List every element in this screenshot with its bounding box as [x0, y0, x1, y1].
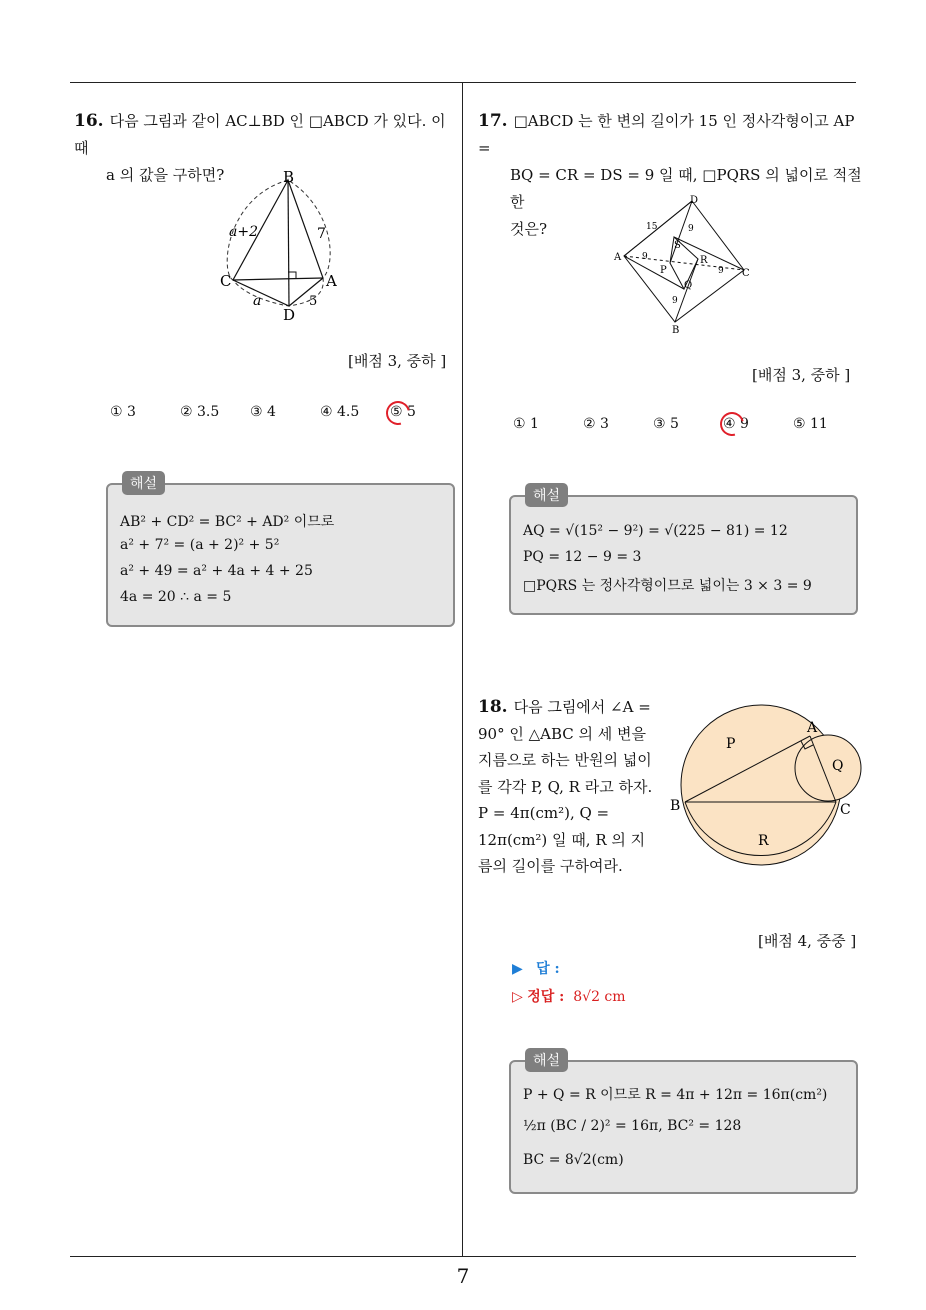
solution-line-2: ½π (BC / 2)² = 16π, BC² = 128: [523, 1118, 742, 1134]
question-number: 16.: [74, 111, 104, 131]
correct-answer-row: [512, 986, 626, 1006]
q18-meta: [배점 4, 중중 ]: [758, 932, 857, 950]
q16-meta: [배점 3, 중하 ]: [348, 352, 447, 370]
solution-line-4: 4a = 20 ∴ a = 5: [120, 589, 232, 605]
selected-answer-mark: [382, 397, 415, 430]
solution-line-1: P + Q = R 이므로 R = 4π + 12π = 16π(cm²): [523, 1087, 828, 1103]
q18-figure: [668, 696, 868, 881]
label-9-d: 9: [672, 296, 678, 306]
q16-figure: [215, 168, 355, 328]
solution-tag: 해설: [525, 483, 568, 507]
solution-line-2: PQ = 12 − 9 = 3: [523, 549, 642, 565]
label-D: D: [283, 306, 296, 324]
label-5: 5: [309, 294, 318, 309]
play-icon: ▶: [512, 961, 523, 977]
label-C: C: [742, 268, 750, 279]
solution-tag: 해설: [525, 1048, 568, 1072]
label-P: P: [660, 265, 667, 276]
label-a: a: [253, 293, 262, 309]
label-A: A: [614, 252, 622, 263]
question-number: 18.: [478, 697, 508, 717]
choice-3[interactable]: ③ 5: [653, 416, 679, 432]
play-outline-icon: ▷: [512, 989, 523, 1005]
label-B: B: [672, 325, 680, 335]
question-text-line2: a 의 값을 구하면?: [106, 166, 225, 184]
choice-5[interactable]: ⑤ 5: [390, 404, 416, 420]
label-R: R: [758, 833, 769, 849]
label-P: P: [726, 736, 736, 752]
question-text: 다음 그림에서 ∠A = 90° 인 △ABC 의 세 변을 지름으로 하는 반원의 넓이를 각각 P, Q, R 라고 하자. P = 4π(cm²), Q = 12π(cm²) 일 때, R 의 지름의 길이를 구하여라.: [478, 698, 653, 875]
question-text-line1: 다음 그림과 같이 AC⊥BD 인 □ABCD 가 있다. 이때: [74, 112, 446, 157]
label-R: R: [700, 255, 708, 266]
choice-1[interactable]: ① 3: [110, 404, 136, 420]
solution-line-1: AB² + CD² = BC² + AD² 이므로: [120, 514, 335, 530]
label-Q: Q: [684, 280, 693, 291]
solution-line-3: □PQRS 는 정사각형이므로 넓이는 3 × 3 = 9: [523, 578, 812, 594]
choice-5[interactable]: ⑤ 11: [793, 416, 828, 432]
label-A: A: [807, 720, 818, 736]
question-text-line2: BQ = CR = DS = 9 일 때, □PQRS 의 넓이로 적절한: [510, 166, 862, 211]
solution-line-2: a² + 7² = (a + 2)² + 5²: [120, 537, 280, 553]
q17-solution-box: [509, 488, 858, 615]
label-A: A: [326, 272, 337, 290]
choice-4[interactable]: ④ 9: [723, 416, 749, 432]
top-rule: [70, 82, 856, 83]
label-9-c: 9: [718, 266, 724, 276]
label-Q: Q: [832, 758, 844, 774]
label-9-b: 9: [688, 224, 694, 234]
label-B: B: [670, 798, 681, 814]
label-7: 7: [317, 226, 326, 242]
label-S: S: [674, 240, 681, 251]
question-number: 17.: [478, 111, 508, 131]
column-divider: [462, 82, 463, 1256]
label-C: C: [840, 802, 851, 818]
q17-meta: [배점 3, 중하 ]: [752, 366, 851, 384]
solution-tag: 해설: [122, 471, 165, 495]
question-18: [478, 694, 658, 880]
choice-3[interactable]: ③ 4: [250, 404, 276, 420]
selected-answer-mark: [716, 408, 749, 441]
bottom-rule: [70, 1256, 856, 1257]
q16-solution-box: [106, 476, 455, 627]
solution-line-3: BC = 8√2(cm): [523, 1152, 624, 1168]
question-text-line3: 것은?: [510, 220, 548, 238]
choice-2[interactable]: ② 3: [583, 416, 609, 432]
label-15: 15: [646, 222, 658, 232]
choice-2[interactable]: ② 3.5: [180, 404, 220, 420]
answer-label: 답 :: [536, 961, 560, 977]
label-a-plus-2: a+2: [229, 224, 258, 240]
correct-value: 8√2 cm: [573, 989, 626, 1005]
solution-line-1: AQ = √(15² − 9²) = √(225 − 81) = 12: [523, 523, 788, 539]
correct-label: 정답 :: [527, 989, 565, 1005]
q18-solution-box: [509, 1053, 858, 1194]
label-D: D: [690, 195, 699, 206]
solution-line-3: a² + 49 = a² + 4a + 4 + 25: [120, 563, 313, 579]
choice-4[interactable]: ④ 4.5: [320, 404, 360, 420]
page-number: 7: [456, 1264, 470, 1288]
label-9-a: 9: [642, 252, 648, 262]
label-C: C: [220, 272, 232, 290]
q17-figure: [612, 193, 754, 335]
question-text-line1: □ABCD 는 한 변의 길이가 15 인 정사각형이고 AP =: [478, 112, 855, 157]
label-B: B: [283, 168, 295, 186]
choice-1[interactable]: ① 1: [513, 416, 539, 432]
answer-row: [512, 958, 560, 978]
